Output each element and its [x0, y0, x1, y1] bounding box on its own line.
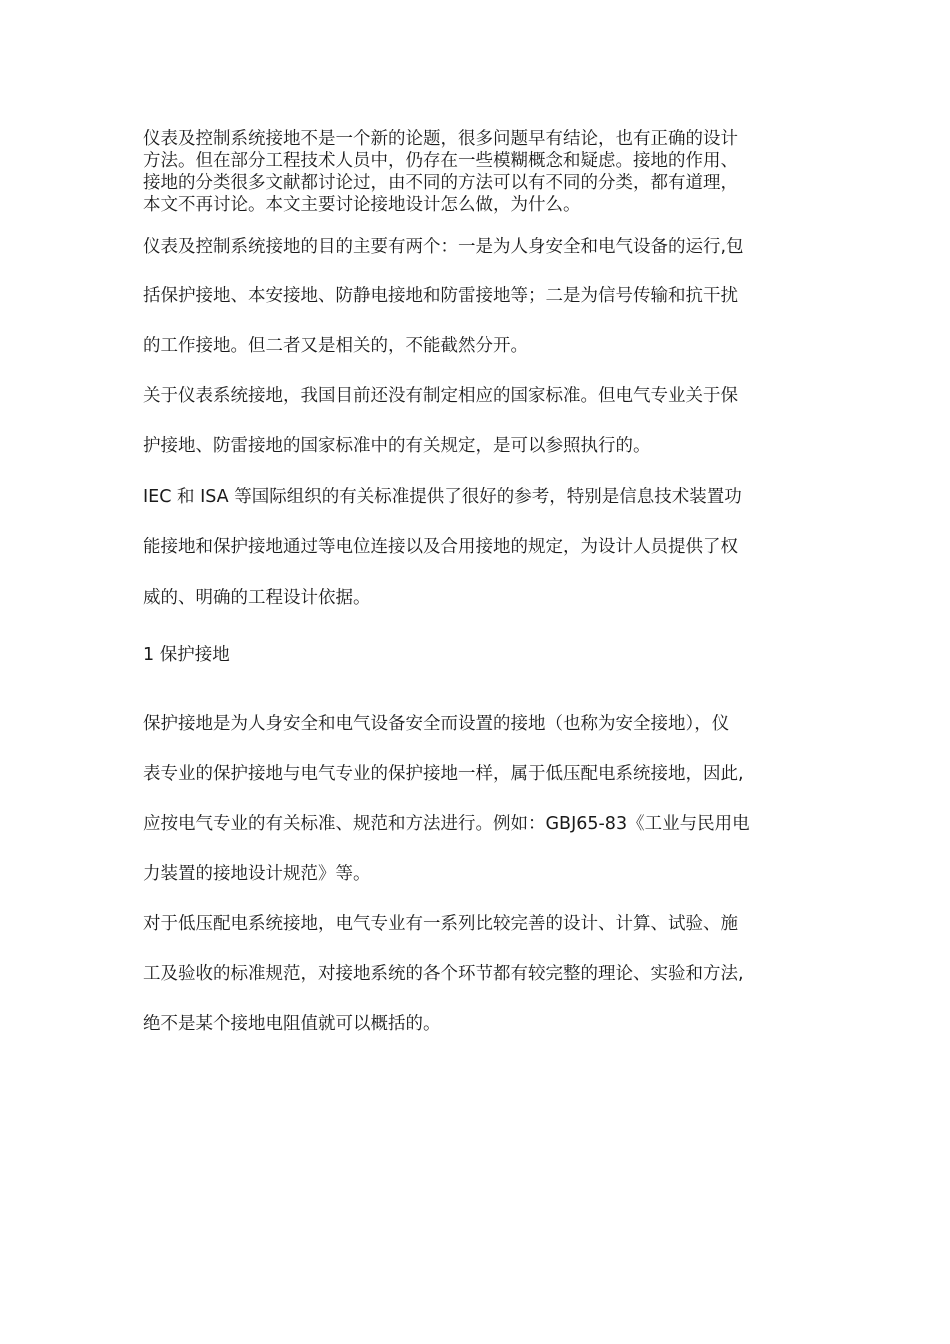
text-line: 的工作接地。但二者又是相关的，不能截然分开。 [143, 336, 528, 356]
text-line: 力装置的接地设计规范》等。 [143, 864, 371, 884]
text-line: 本文不再讨论。本文主要讨论接地设计怎么做，为什么。 [143, 195, 581, 215]
text-line: 方法。但在部分工程技术人员中，仍存在一些模糊概念和疑虑。接地的作用、 [143, 151, 738, 171]
section-heading: 1 保护接地 [143, 645, 230, 665]
text-line: 括保护接地、本安接地、防静电接地和防雷接地等；二是为信号传输和抗干扰 [143, 286, 738, 306]
text-line: 保护接地是为人身安全和电气设备安全而设置的接地（也称为安全接地），仪 [143, 714, 730, 734]
text-line: 接地的分类很多文献都讨论过，由不同的方法可以有不同的分类，都有道理， [143, 173, 738, 193]
text-line: 仪表及控制系统接地的目的主要有两个：一是为人身安全和电气设备的运行,包 [143, 237, 744, 257]
text-line: IEC 和 ISA 等国际组织的有关标准提供了很好的参考，特别是信息技术装置功 [143, 487, 742, 507]
text-line: 对于低压配电系统接地，电气专业有一系列比较完善的设计、计算、试验、施 [143, 914, 738, 934]
text-line: 关于仪表系统接地，我国目前还没有制定相应的国家标准。但电气专业关于保 [143, 386, 738, 406]
text-line: 威的、明确的工程设计依据。 [143, 588, 371, 608]
text-line: 仪表及控制系统接地不是一个新的论题，很多问题早有结论，也有正确的设计 [143, 129, 738, 149]
text-line: 绝不是某个接地电阻值就可以概括的。 [143, 1014, 441, 1034]
text-line: 工及验收的标准规范，对接地系统的各个环节都有较完整的理论、实验和方法, [143, 964, 744, 984]
text-line: 护接地、防雷接地的国家标准中的有关规定，是可以参照执行的。 [143, 436, 651, 456]
text-line: 表专业的保护接地与电气专业的保护接地一样，属于低压配电系统接地，因此, [143, 764, 744, 784]
text-line: 能接地和保护接地通过等电位连接以及合用接地的规定，为设计人员提供了权 [143, 537, 738, 557]
text-line: 应按电气专业的有关标准、规范和方法进行。例如：GBJ65-83《工业与民用电 [143, 814, 750, 834]
